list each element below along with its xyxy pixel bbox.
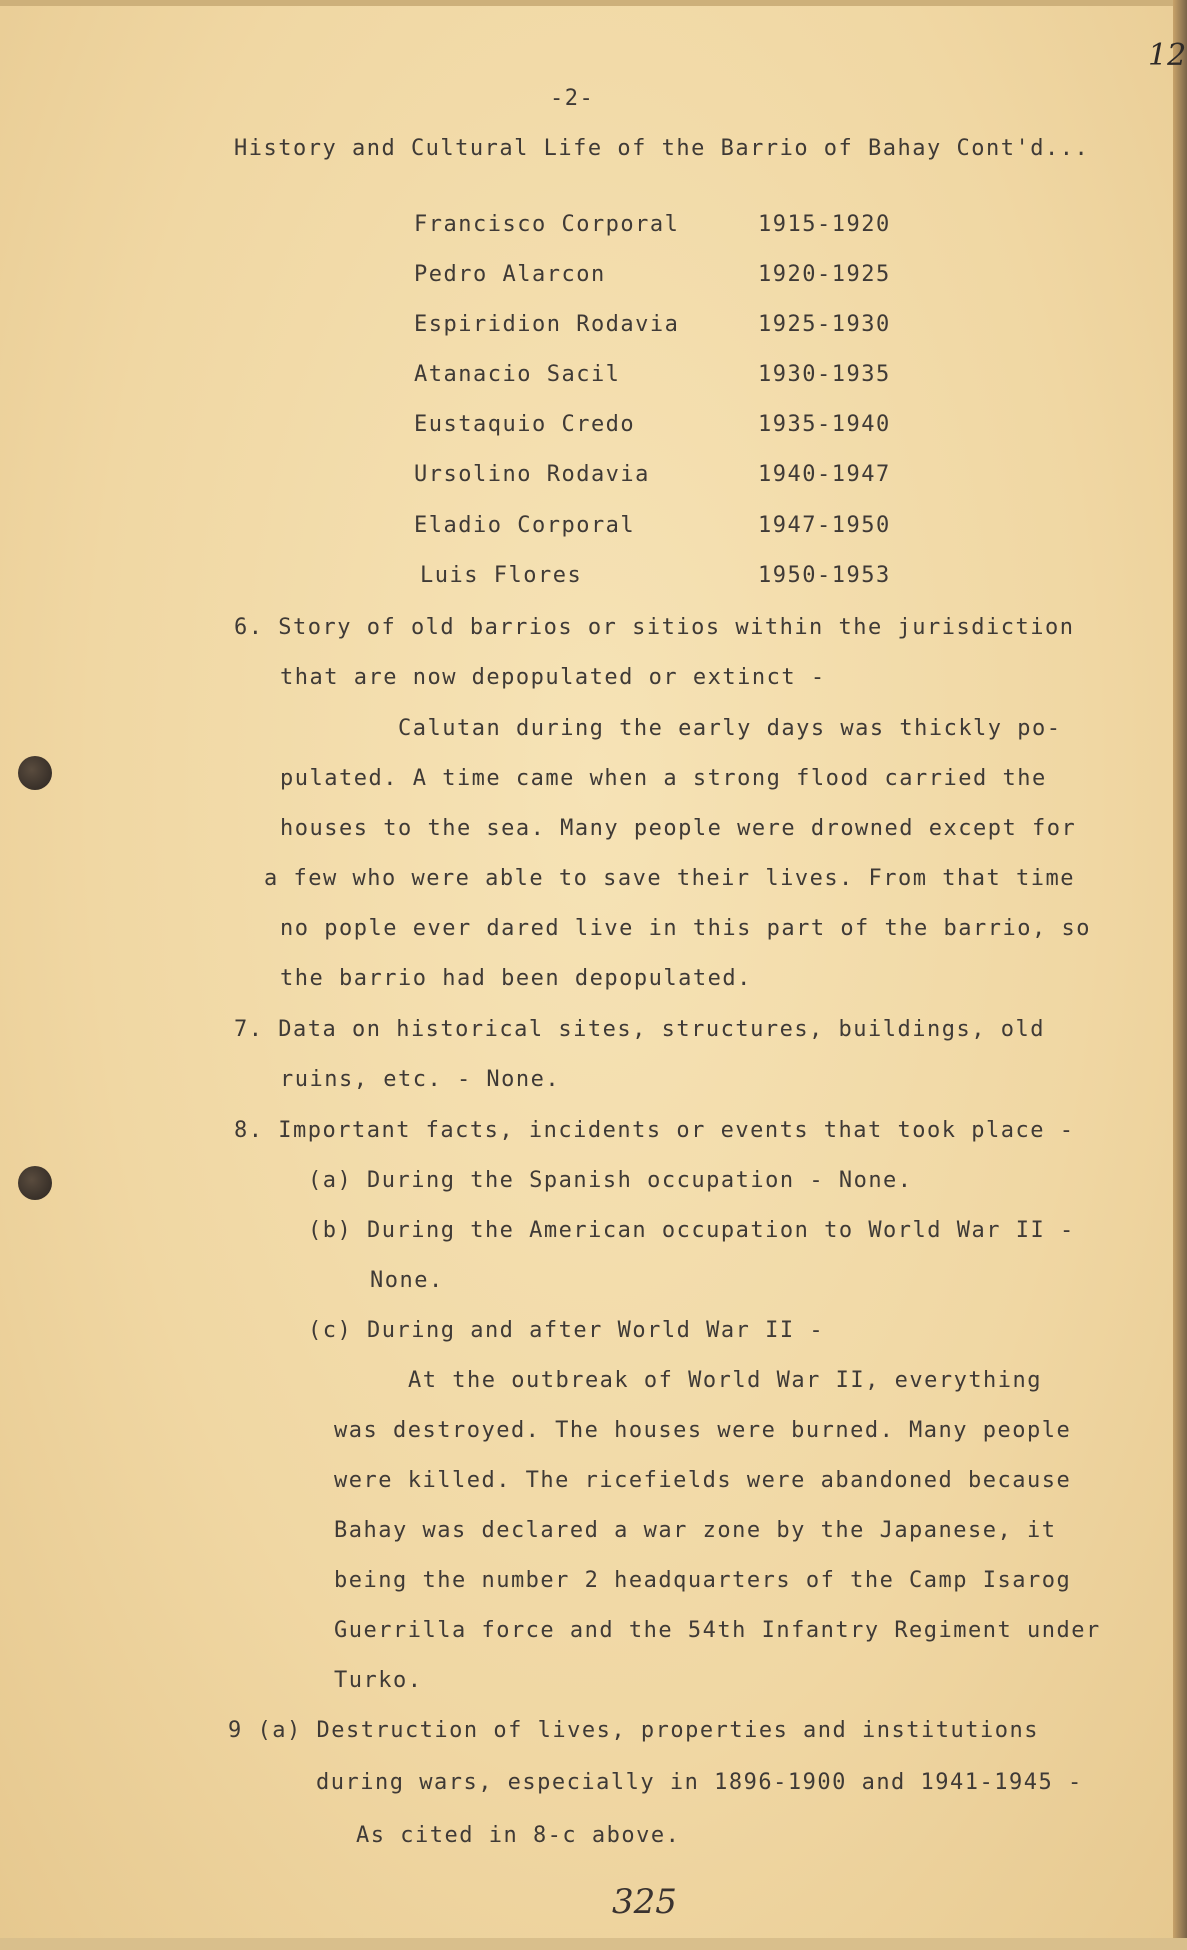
official-years: 1947-1950 <box>758 513 891 538</box>
paragraph-line: the barrio had been depopulated. <box>280 966 752 991</box>
paragraph-line: houses to the sea. Many people were drowned except for <box>280 816 1077 841</box>
punch-hole-top <box>18 756 52 790</box>
section-8b: (b) During the American occupation to World War II - <box>308 1218 1075 1243</box>
paragraph-line: being the number 2 headquarters of the Camp Isarog <box>334 1568 1072 1593</box>
official-years: 1940-1947 <box>758 462 891 487</box>
paragraph-line: a few who were able to save their lives. From that time <box>264 866 1075 891</box>
official-years: 1925-1930 <box>758 312 891 337</box>
folio-mark: 12 <box>1148 38 1187 73</box>
section-8a: (a) During the Spanish occupation - None. <box>308 1168 913 1193</box>
official-years: 1935-1940 <box>758 412 891 437</box>
official-years: 1920-1925 <box>758 262 891 287</box>
scan-footer-strip <box>0 1938 1187 1950</box>
page-header: History and Cultural Life of the Barrio of Bahay Cont'd... <box>234 136 1090 161</box>
paragraph-line: Calutan during the early days was thickly po- <box>398 716 1062 741</box>
official-years: 1915-1920 <box>758 212 891 237</box>
section-8-title: 8. Important facts, incidents or events that took place - <box>234 1118 1075 1143</box>
official-name: Ursolino Rodavia <box>414 462 650 487</box>
official-name: Luis Flores <box>420 563 583 588</box>
official-name: Espiridion Rodavia <box>414 312 680 337</box>
section-9a-title: 9 (a) Destruction of lives, properties and institutions <box>228 1718 1039 1743</box>
paragraph-line: Bahay was declared a war zone by the Japanese, it <box>334 1518 1057 1543</box>
page-top-edge <box>0 0 1187 6</box>
section-6-title: 6. Story of old barrios or sitios within the jurisdiction <box>234 615 1075 640</box>
official-name: Eladio Corporal <box>414 513 636 538</box>
paragraph-line: Turko. <box>334 1668 423 1693</box>
official-name: Francisco Corporal <box>414 212 680 237</box>
official-years: 1930-1935 <box>758 362 891 387</box>
paragraph-line: was destroyed. The houses were burned. Many people <box>334 1418 1072 1443</box>
paragraph-line: no pople ever dared live in this part of the barrio, so <box>280 916 1091 941</box>
section-7-title: 7. Data on historical sites, structures, buildings, old <box>234 1017 1045 1042</box>
official-years: 1950-1953 <box>758 563 891 588</box>
section-6-title-cont: that are now depopulated or extinct - <box>280 665 826 690</box>
page-number: -2- <box>550 86 595 111</box>
paragraph-line: pulated. A time came when a strong flood carried the <box>280 766 1047 791</box>
official-name: Eustaquio Credo <box>414 412 636 437</box>
paragraph-line: At the outbreak of World War II, everything <box>408 1368 1043 1393</box>
section-8b-cont: None. <box>370 1268 444 1293</box>
section-9a-title-cont: during wars, especially in 1896-1900 and 1941-1945 - <box>316 1770 1083 1795</box>
section-8c-title: (c) During and after World War II - <box>308 1318 825 1343</box>
section-7-title-cont: ruins, etc. - None. <box>280 1067 561 1092</box>
page-right-edge <box>1173 0 1187 1950</box>
paragraph-line: Guerrilla force and the 54th Infantry Regiment under <box>334 1618 1101 1643</box>
paragraph-line: were killed. The ricefields were abandoned because <box>334 1468 1072 1493</box>
handwritten-page-number: 325 <box>612 1882 677 1922</box>
official-name: Pedro Alarcon <box>414 262 606 287</box>
punch-hole-bottom <box>18 1166 52 1200</box>
section-9a-answer: As cited in 8-c above. <box>356 1823 681 1848</box>
official-name: Atanacio Sacil <box>414 362 621 387</box>
